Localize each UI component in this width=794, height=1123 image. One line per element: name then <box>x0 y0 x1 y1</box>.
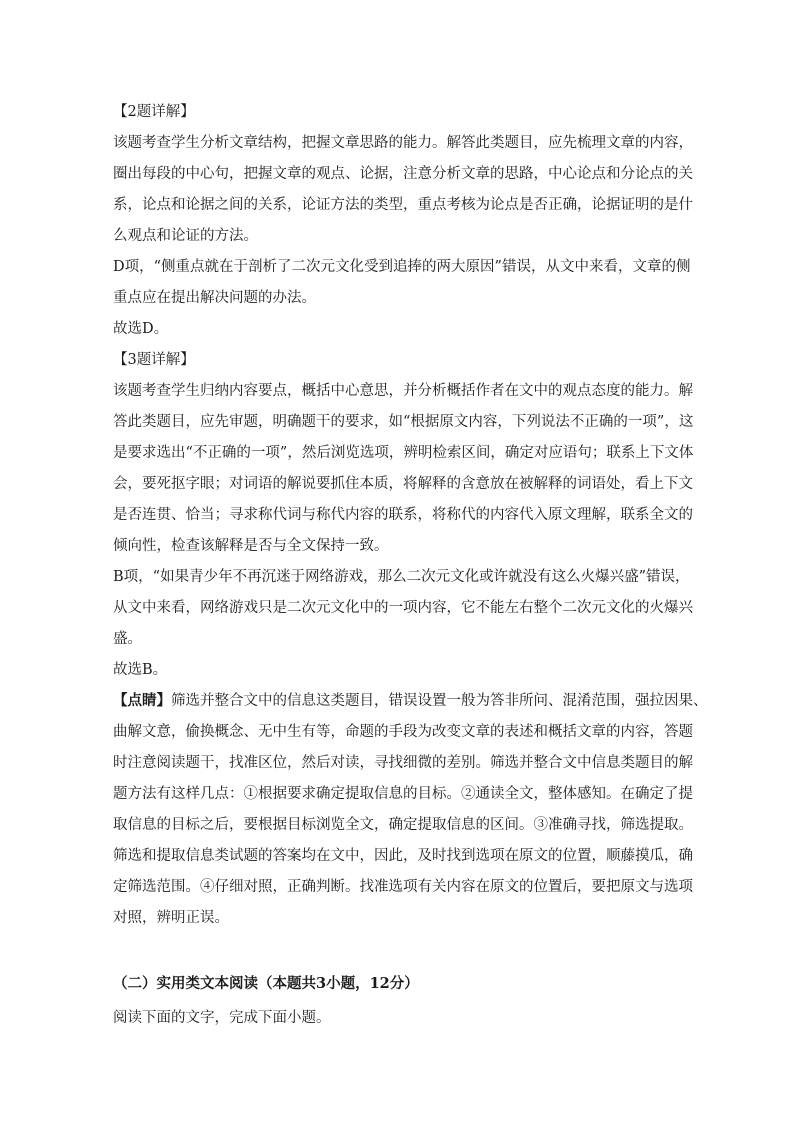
tip-line: 定筛选范围。④仔细对照，正确判断。找准选项有关内容在原文的位置后，要把原文与选项 <box>113 879 693 895</box>
question-3-heading: 【3题详解】 <box>113 352 195 368</box>
tip-line: 筛选和提取信息类试题的答案均在文中，因此，及时找到选项在原文的位置，顺藤摸瓜，确 <box>113 848 693 864</box>
section-heading: （二）实用类文本阅读（本题共3小题，12分） <box>113 975 419 992</box>
question-2-option-line: 重点应在提出解决问题的办法。 <box>113 290 316 306</box>
question-2-option-line: D项，“侧重点就在于剖析了二次元文化受到追捧的两大原因”错误，从文中来看，文章的侧 <box>113 259 691 275</box>
section-instruction: 阅读下面的文字，完成下面小题。 <box>113 1010 331 1026</box>
question-2-analysis-line: 么观点和论证的方法。 <box>113 228 258 244</box>
question-3-analysis-line: 是要求选出“不正确的一项”，然后浏览选项，辨明检索区间，确定对应语句；联系上下文体 <box>113 445 694 461</box>
question-3-option-line: 从文中来看，网络游戏只是二次元文化中的一项内容，它不能左右整个二次元文化的火爆兴 <box>113 600 693 616</box>
tip-line: 取信息的目标之后，要根据目标浏览全文，确定提取信息的区间。③准确寻找，筛选提取。 <box>113 817 693 833</box>
question-2-analysis-line: 圈出每段的中心句，把握文章的观点、论据，注意分析文章的思路，中心论点和分论点的关 <box>113 166 693 182</box>
question-3-analysis-line: 倾向性，检查该解释是否与全文保持一致。 <box>113 538 389 554</box>
tip-line: 题方法有这样几点：①根据要求确定提取信息的目标。②通读全文，整体感知。在确定了提 <box>113 786 693 802</box>
tip-first-line <box>113 690 708 712</box>
question-3-analysis-line: 会，要死抠字眼；对词语的解说要抓住本质，将解释的含意放在被解释的词语处，看上下文 <box>113 476 693 492</box>
question-3-option-line: 盛。 <box>113 631 142 647</box>
question-3-analysis-line: 是否连贯、恰当；寻求称代词与称代内容的联系，将称代的内容代入原文理解，联系全文的 <box>113 507 693 523</box>
tip-line: 曲解文意，偷换概念、无中生有等，命题的手段为改变文章的表述和概括文章的内容，答题 <box>113 724 693 740</box>
question-3-option-line: B项，“如果青少年不再沉迷于网络游戏，那么二次元文化或许就没有这么火爆兴盛”错误， <box>113 569 690 585</box>
question-2-analysis-line: 该题考查学生分析文章结构，把握文章思路的能力。解答此类题目，应先梳理文章的内容， <box>113 135 693 151</box>
tip-text: 筛选并整合文中的信息这类题目，错误设置一般为答非所问、混淆范围，强拉因果、 <box>171 693 708 709</box>
question-3-answer: 故选B。 <box>113 662 168 678</box>
question-3-analysis-line: 答此类题目，应先审题，明确题干的要求，如“根据原文内容，下列说法不正确的一项”，这 <box>113 414 694 430</box>
question-3-analysis-line: 该题考查学生归纳内容要点，概括中心意思，并分析概括作者在文中的观点态度的能力。解 <box>113 383 693 399</box>
question-2-heading: 【2题详解】 <box>113 104 195 120</box>
tip-line: 时注意阅读题干，找准区位，然后对读，寻找细微的差别。筛选并整合文中信息类题目的解 <box>113 755 693 771</box>
question-2-answer: 故选D。 <box>113 321 169 337</box>
question-2-analysis-line: 系，论点和论据之间的关系，论证方法的类型，重点考核为论点是否正确，论据证明的是什 <box>113 197 693 213</box>
tip-label: 【点睛】 <box>113 692 171 709</box>
tip-line: 对照，辨明正误。 <box>113 910 229 926</box>
